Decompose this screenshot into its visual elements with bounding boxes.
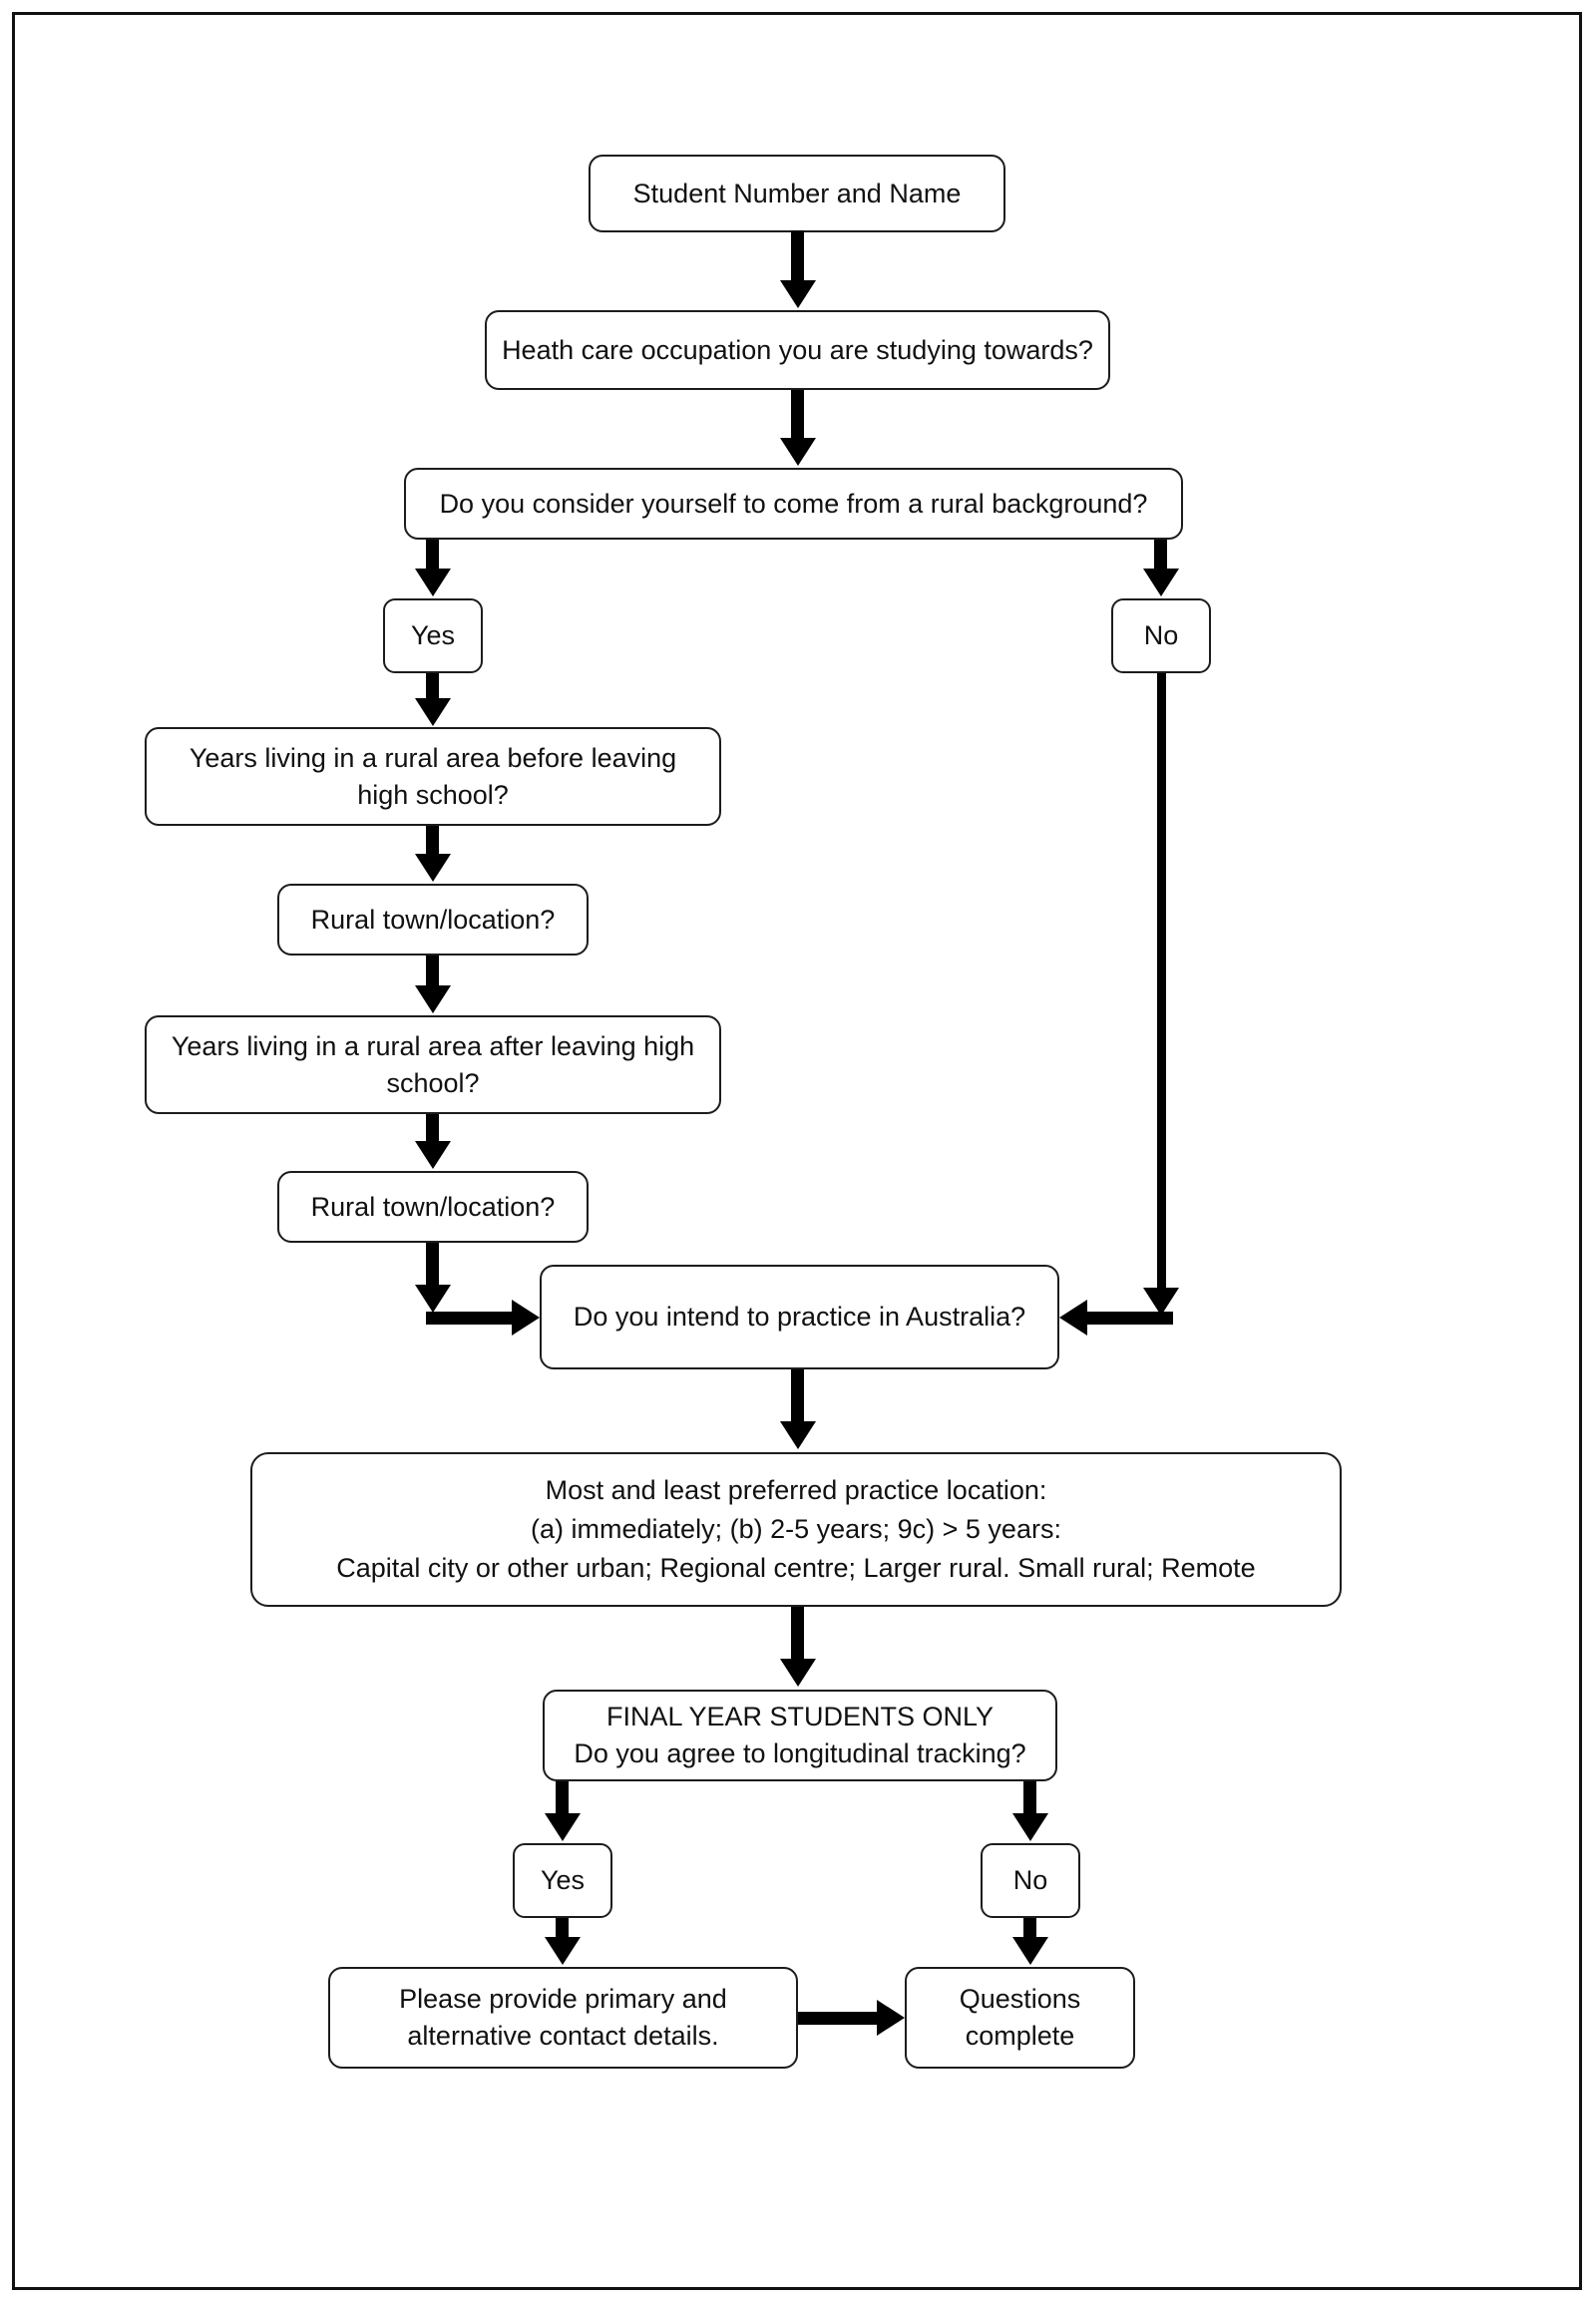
arrow-stem: [798, 2012, 877, 2025]
arrow-stem: [1157, 673, 1166, 1288]
node-no-tracking-label: No: [1012, 1865, 1048, 1895]
node-final-year: [543, 1690, 1057, 1781]
arrow-stem: [426, 673, 439, 700]
arrow-stem: [1154, 540, 1167, 571]
arrow-down-icon: [780, 438, 816, 466]
node-contact-details-line2: alternative contact details.: [407, 2021, 719, 2051]
arrow-down-icon: [415, 1285, 451, 1313]
arrow-stem: [556, 1781, 569, 1815]
node-years-before-line2: high school?: [357, 779, 509, 810]
arrow-stem: [426, 1114, 439, 1143]
node-occupation-label: Heath care occupation you are studying towards?: [502, 334, 1093, 365]
node-years-after: [145, 1015, 721, 1114]
arrow-stem: [791, 230, 804, 282]
arrow-stem: [426, 1312, 514, 1325]
node-rural-town-1-label: Rural town/location?: [310, 904, 556, 935]
node-no-rural-label: No: [1143, 620, 1179, 650]
node-intend-practice-label: Do you intend to practice in Australia?: [573, 1302, 1026, 1332]
node-yes-tracking-label: Yes: [540, 1865, 586, 1895]
arrow-down-icon: [545, 1937, 581, 1965]
node-no-rural: [1111, 598, 1211, 673]
arrow-left-icon: [1059, 1300, 1087, 1336]
node-rural-town-1: [277, 884, 589, 956]
arrow-stem: [426, 540, 439, 571]
arrow-down-icon: [1012, 1813, 1048, 1841]
arrow-stem: [426, 956, 439, 987]
node-yes-rural-label: Yes: [410, 620, 456, 650]
arrow-stem: [1087, 1312, 1173, 1325]
node-practice-location: [250, 1452, 1342, 1607]
node-yes-rural: [383, 598, 483, 673]
node-questions-complete: [905, 1967, 1135, 2069]
node-contact-details: [328, 1967, 798, 2069]
node-occupation: [485, 310, 1110, 390]
arrow-down-icon: [415, 698, 451, 726]
node-final-year-line1: FINAL YEAR STUDENTS ONLY: [605, 1702, 995, 1731]
arrow-down-icon: [1012, 1937, 1048, 1965]
arrow-down-icon: [415, 569, 451, 596]
node-years-before-line1: Years living in a rural area before leaving: [189, 742, 677, 773]
arrow-stem: [426, 1243, 439, 1287]
arrow-stem: [1023, 1781, 1036, 1815]
node-questions-complete-line1: Questions: [959, 1984, 1081, 2014]
arrow-down-icon: [415, 1141, 451, 1169]
node-rural-background-label: Do you consider yourself to come from a rural background?: [439, 488, 1148, 519]
arrow-right-icon: [512, 1300, 540, 1336]
node-yes-tracking: [513, 1843, 612, 1918]
node-student-number-label: Student Number and Name: [632, 178, 962, 208]
node-years-after-line1: Years living in a rural area after leaving high: [171, 1030, 695, 1061]
node-rural-town-2: [277, 1171, 589, 1243]
node-years-after-line2: school?: [386, 1067, 480, 1098]
node-student-number: [589, 155, 1005, 232]
arrow-down-icon: [545, 1813, 581, 1841]
arrow-stem: [791, 1607, 804, 1661]
node-no-tracking: [981, 1843, 1080, 1918]
arrow-down-icon: [1143, 569, 1179, 596]
arrow-right-icon: [877, 2000, 905, 2036]
arrow-stem: [556, 1918, 569, 1939]
arrow-stem: [791, 1369, 804, 1423]
arrow-stem: [426, 826, 439, 856]
arrow-down-icon: [780, 280, 816, 308]
node-questions-complete-line2: complete: [965, 2021, 1075, 2051]
arrow-stem: [1023, 1918, 1036, 1939]
arrow-down-icon: [780, 1659, 816, 1687]
node-years-before: [145, 727, 721, 826]
node-practice-location-line1: Most and least preferred practice location:: [545, 1475, 1047, 1505]
node-intend-practice: [540, 1265, 1059, 1369]
node-rural-town-2-label: Rural town/location?: [310, 1191, 556, 1222]
node-practice-location-line3: Capital city or other urban; Regional centre; Larger rural. Small rural; Remote: [336, 1553, 1256, 1583]
arrow-down-icon: [415, 854, 451, 882]
arrow-down-icon: [415, 985, 451, 1013]
arrow-stem: [791, 390, 804, 440]
node-rural-background: [404, 468, 1183, 540]
node-practice-location-line2: (a) immediately; (b) 2-5 years; 9c) > 5 years:: [531, 1514, 1061, 1544]
arrow-down-icon: [780, 1421, 816, 1449]
node-contact-details-line1: Please provide primary and: [399, 1984, 727, 2014]
node-final-year-line2: Do you agree to longitudinal tracking?: [574, 1738, 1026, 1768]
